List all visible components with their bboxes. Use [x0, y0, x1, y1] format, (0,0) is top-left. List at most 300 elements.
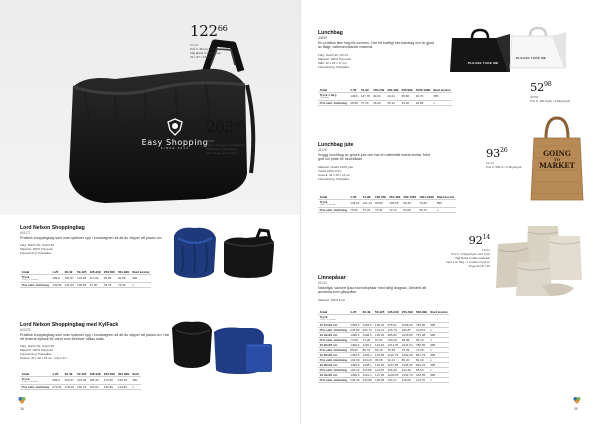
table-row-label — [20, 377, 51, 385]
table-cell: 83,00 — [402, 207, 418, 212]
right-product-3-sku: #1134 — [318, 281, 327, 285]
table-cell: 128,28 — [375, 377, 385, 382]
left-product-2-spec-2: Material: 100% Polyester — [20, 347, 54, 352]
table-cell: 760,80 — [414, 322, 428, 327]
table-cell: 97,90 — [88, 282, 102, 287]
table-cell: 119,83 — [116, 384, 130, 389]
table-cell: 104,69 — [350, 357, 360, 362]
table-cell: 1190,1 — [362, 342, 372, 347]
table-cell: 100,23 — [375, 322, 385, 327]
table-header-cell: Start kostnx — [430, 310, 448, 314]
left-page-number: 36 — [20, 407, 24, 411]
table-cell: 1499,6 — [350, 362, 360, 367]
row-label-text: Tryck — [21, 275, 30, 279]
left-product-2 — [20, 322, 170, 360]
left-product-1-spec-1: Färg: Marin/ 50, Svart/ 99 — [20, 243, 55, 248]
row-sub-text: 1-färg / 1 position — [319, 319, 337, 321]
table-cell: 1499,6 — [350, 332, 360, 337]
table-cell: 44,04 — [386, 93, 400, 101]
table-cell — [414, 315, 428, 323]
badge-3-main: 92 — [468, 233, 483, 247]
table-cell: 35,33 — [386, 100, 400, 105]
row-label-text: 10 18x22 cm — [319, 332, 338, 337]
right-product-2-sku: #1126 — [318, 148, 327, 152]
right-product-2-desc: Snygg lunchbag av grövre jute och har en vattentätt fodrat insida. Med gott om plats för lunchlådan. — [318, 153, 430, 162]
table-header-cell: 1000-1999 — [415, 88, 431, 92]
table-header-cell: 250-500 — [103, 270, 115, 274]
left-product-2-title: Lord Nelson Shoppingbag med KylFack — [20, 322, 119, 328]
hero-price-2-cents: 66 — [233, 119, 244, 129]
table-cell: 117,84 — [88, 275, 102, 283]
table-cell — [373, 315, 386, 323]
right-product-1-title: Lunchbag — [318, 30, 343, 36]
hero-price-1-line-1: Pris fr. 38 styck / 1-färgstryck — [190, 47, 229, 51]
right-badge-price-1 — [530, 80, 570, 103]
table-header-cell: 100-249 — [373, 88, 385, 92]
table-row-label — [318, 200, 349, 208]
left-product-2-desc: Praktisk shoppingbag som man spänner upp i kundvagnen så att du slipper att packa om. Har ett isolerat kylfack för varor som behöver hållas kalla. — [20, 333, 170, 342]
table-cell: 122,95 — [375, 352, 385, 357]
table-header-cell: Antal — [20, 372, 51, 377]
table-row — [20, 384, 141, 389]
table-cell: 851,79 — [414, 352, 428, 357]
table-header-cell: 250-499 — [401, 310, 413, 314]
table-cell: 289,6 — [51, 377, 63, 385]
table-cell: 120,13 — [350, 367, 360, 372]
table-cell: 73,68 — [349, 337, 361, 342]
table-cell: 995 — [429, 372, 450, 377]
hero-price-1 — [190, 22, 229, 59]
table-cell: 116,86 — [362, 367, 372, 372]
hero-price-2-line-3: Kan laddas upp till 20 kg — [206, 151, 239, 155]
product-image-linen-pouches — [488, 222, 584, 298]
table-cell: 74,91 — [373, 207, 387, 212]
table-row-label — [20, 384, 51, 389]
table-cell: 38,88 — [350, 100, 358, 105]
table-header-cell: 1-50 — [349, 195, 361, 200]
table-cell: 130,84 — [375, 362, 385, 367]
badge-2-cents: 26 — [500, 147, 508, 154]
right-product-3-title: Linnepåsar — [318, 275, 346, 281]
table-cell: 1499,6 — [350, 372, 360, 377]
table-cell: 995 — [429, 322, 450, 327]
table-row — [318, 207, 456, 212]
shield-logo-icon — [167, 118, 183, 136]
page-spine — [300, 0, 301, 424]
table-cell: 1041,64 — [401, 342, 413, 347]
left-product-1-spec-2: Material: 100% Polyester — [20, 247, 54, 252]
hero-price-2-sku: #0118 — [206, 139, 215, 143]
table-cell: 1232,79 — [401, 372, 413, 377]
table-header-cell: 50-125 — [77, 372, 87, 376]
table-header-cell: 1-25 — [51, 372, 63, 377]
table-cell: 273,80 — [52, 384, 62, 389]
table-header-cell: 51-99 — [359, 88, 371, 93]
table-row-label — [318, 93, 349, 101]
right-product-1-spec-3: Mått: 42 x 26 x 17 cm — [318, 60, 347, 65]
badge-2-main: 93 — [486, 146, 501, 160]
table-cell: 79,45 — [418, 200, 436, 208]
table-header-cell: 100-250 — [375, 195, 387, 199]
left-product-2-spec-4: Storlek: 45 x 28 x 25 cm, volym 47 l — [20, 355, 68, 360]
badge-1-sku: #0858 — [530, 95, 539, 99]
table-header-cell: 50-125 — [375, 310, 385, 314]
table-cell — [349, 315, 361, 323]
brand-logo-icon — [573, 396, 581, 404]
table-row-label — [318, 327, 349, 332]
table-cell: 58,88 — [400, 337, 414, 342]
table-cell: 131,12 — [375, 327, 385, 332]
table-cell: 100,23 — [362, 357, 372, 362]
row-label-text: 10 30x40 cm — [319, 362, 338, 367]
table-cell: 1499,6 — [350, 342, 360, 347]
table-cell: 106,30 — [386, 367, 400, 372]
table-header-cell: Antal — [318, 195, 349, 200]
table-cell: 130,80 — [102, 384, 116, 389]
table-cell: 71,28 — [361, 337, 373, 342]
bag-brand-text: Easy Shopping — [141, 138, 209, 147]
product-image-black-shoppingbag — [220, 228, 276, 280]
table-cell: 1499,6 — [350, 322, 360, 327]
table-cell: 24,98 — [414, 100, 432, 105]
table-cell: 755,08 — [414, 332, 428, 337]
right-product-3-spec-1: Material: 100% linne — [318, 297, 346, 302]
table-cell: 137,96 — [375, 372, 385, 377]
table-row-label — [318, 315, 349, 323]
table-cell: x — [435, 207, 456, 212]
table-cell: 35,80 — [400, 93, 414, 101]
table-cell: 226,37 — [64, 378, 74, 383]
table-cell: 124,17 — [386, 377, 400, 382]
row-label-text: Tryck — [319, 315, 328, 319]
table-cell: 178,20 — [64, 384, 74, 389]
table-cell: 133,80 — [362, 377, 372, 382]
table-header-cell: 126-249 — [387, 310, 399, 314]
table-cell: 995 — [429, 332, 450, 337]
table-cell: 99,89 — [102, 275, 116, 283]
product-image-black-coolerbag — [168, 318, 216, 370]
table-header-cell: 26-49 — [63, 270, 75, 275]
table-cell: 90,06 — [372, 93, 386, 101]
table-cell: 995 — [429, 352, 450, 357]
table-cell: 204,06 — [77, 378, 87, 383]
hero-price-1-line-2: Välj bland 3 olika färger — [190, 51, 222, 55]
table-cell: 50,10 — [414, 337, 428, 342]
right-product-1 — [318, 30, 436, 69]
left-product-1 — [20, 225, 170, 255]
row-sub-text: 1-färg / 1 position — [21, 381, 39, 383]
row-label-text: Pris exkl. märkning — [319, 377, 348, 382]
hero-price-1-line-3: 70 x 37 x 15 cm — [190, 55, 212, 59]
left-product-1-price-table — [20, 270, 151, 288]
table-row-label — [318, 100, 349, 105]
table-row-label — [20, 282, 51, 287]
table-cell: 37,35 — [359, 100, 371, 105]
badge-3-line-2: Välj bland 6 olika storlekar — [454, 256, 490, 260]
table-header-cell: 1-25 — [51, 270, 63, 275]
table-header-cell: 50-125 — [77, 270, 87, 274]
table-cell: x — [432, 100, 453, 105]
table-header-cell: 251-499 — [389, 195, 401, 199]
row-label-text: 10 40x50 cm — [319, 372, 338, 377]
table-cell: 72,99 — [116, 282, 130, 287]
table-row-label — [20, 275, 51, 283]
table-cell: 131,60 — [64, 282, 74, 287]
table-cell: 1008,05 — [401, 322, 413, 327]
left-product-1-title: Lord Nelson Shoppingbag — [20, 225, 85, 231]
table-cell: 75,05 — [400, 347, 414, 352]
left-product-1-spec-3: Förpackning: Plastpåse — [20, 251, 52, 256]
table-cell: 918,55 — [414, 372, 428, 377]
table-cell: 30,70 — [414, 93, 432, 101]
table-cell: 113,76 — [414, 377, 428, 382]
table-cell: 1198,6 — [362, 332, 372, 337]
table-cell: 75,66 — [349, 207, 361, 212]
right-product-2 — [318, 142, 436, 181]
row-label-text: Pris exkl. märkning — [21, 282, 50, 287]
table-cell: x — [429, 357, 450, 362]
table-cell: 1208,1 — [362, 362, 372, 367]
jute-bag-print — [528, 150, 586, 169]
product-image-white-lunchbag — [508, 26, 568, 70]
table-header-cell: Start kostnx — [433, 88, 451, 92]
right-page-number: 39 — [574, 407, 578, 411]
table-cell: 975,91 — [386, 322, 400, 327]
table-cell: 75,43 — [361, 207, 373, 212]
table-cell: 113,93 — [375, 342, 384, 347]
right-product-1-desc: En praktisk liten bag för lunchen. Har ett kraftigt bär-handtag och är gjord av tåligt, vattenavvisande material. — [318, 41, 435, 50]
table-cell: 1092,68 — [401, 352, 413, 357]
table-cell — [400, 315, 414, 323]
row-label-text: Pris exkl. märkning — [21, 384, 50, 389]
table-cell: 151,57 — [64, 276, 74, 281]
right-product-1-spec-1: Färg: Svart/ 99, Vit/ 01 — [318, 52, 348, 57]
table-cell: x — [131, 282, 152, 287]
table-cell: 895 — [435, 200, 456, 208]
table-cell: 450 — [131, 377, 141, 385]
left-product-1-sku: #01177 — [20, 231, 31, 235]
table-cell: 67,84 — [373, 337, 386, 342]
table-cell: 1018,85 — [401, 332, 413, 337]
table-cell: 95,53 — [414, 367, 428, 372]
table-header-cell: 500-999 — [415, 310, 427, 314]
right-product-2-spec-2: Insida 100% PVC — [318, 168, 342, 173]
table-cell — [361, 315, 373, 323]
table-cell: 92,88 — [116, 275, 130, 283]
badge-2-sku: #1126 — [486, 161, 495, 165]
table-cell: 103,26 — [386, 337, 400, 342]
right-product-2-spec-3: Storlek: 32 x 28 x 16 cm — [318, 172, 351, 177]
table-cell: 1167,98 — [387, 362, 399, 367]
right-product-3-price-table — [318, 310, 449, 383]
row-sub-text: 1 position — [319, 97, 329, 99]
left-product-2-spec-3: Förpackning: Plastpåse — [20, 351, 52, 356]
jute-print-line-1: GOING — [543, 149, 571, 158]
hero-price-1-cents: 66 — [217, 23, 228, 33]
badge-3-line-1: Pris fr. 1-färgstryck med tryck — [451, 252, 490, 256]
table-cell: x — [429, 337, 450, 342]
table-cell — [386, 315, 400, 323]
jute-print-line-2: TO — [553, 157, 561, 162]
product-image-blue-coolerbag — [212, 324, 276, 376]
table-row — [318, 377, 449, 382]
jute-print-line-3: MARKET — [539, 161, 575, 170]
right-product-3-desc: Naturliga, vackert ljusa bomullspåsar med stilig dragsko. Utmärkt att använda som gåvopåse. — [318, 286, 427, 295]
white-lunchbag-print: PLEASE TAKE ME — [516, 56, 547, 60]
table-cell: x — [429, 327, 450, 332]
table-row-label — [318, 377, 349, 382]
table-cell: 82,33 — [414, 357, 428, 362]
table-row-label — [318, 207, 349, 212]
table-cell: 995 — [429, 342, 450, 347]
hero-price-2-line-2: Välj bland 3 olika färger — [206, 147, 238, 151]
row-label-text: Pris exkl. märkning — [319, 207, 348, 212]
table-cell: 102,49 — [400, 367, 414, 372]
table-cell: 138,49 — [350, 377, 360, 382]
table-header-cell: Antal — [20, 270, 51, 275]
table-row — [318, 200, 456, 208]
table-cell: 86,20 — [400, 357, 414, 362]
product-image-blue-shoppingbag — [168, 222, 220, 280]
table-cell: 985,80 — [386, 332, 400, 337]
table-cell: 162,70 — [77, 384, 87, 389]
table-cell: 86,73 — [361, 347, 373, 352]
table-cell: x — [131, 384, 141, 389]
table-cell: 891,31 — [414, 362, 428, 367]
badge-1-note: Pris fr. 100 styck / 1-färgstryck — [530, 99, 571, 103]
hero-price-2-line-1: Pris fr. 38 styck / 1-färgstryck — [206, 143, 245, 147]
table-row — [318, 100, 452, 105]
table-cell: 216,75 — [386, 327, 400, 332]
black-lunchbag-print: PLEASE TAKE ME — [468, 61, 499, 65]
row-label-text: Pris exkl. märkning — [319, 347, 348, 352]
right-product-2-spec-1: Material: Utsida 100% jute, — [318, 164, 354, 169]
table-header-cell: 126-249 — [89, 270, 101, 274]
table-cell: 1499,6 — [350, 352, 360, 357]
table-header-cell: 501-999 — [117, 270, 129, 274]
hero-price-2 — [206, 118, 245, 155]
badge-3-sku: #1134 — [481, 248, 490, 252]
brand-logo-icon — [18, 396, 26, 404]
table-cell: 1013,87 — [387, 342, 399, 347]
table-header-cell: 26-49 — [63, 372, 75, 377]
table-header-cell: 250-500 — [103, 372, 115, 376]
table-cell: 149,6 — [350, 94, 358, 99]
table-row-label — [318, 367, 349, 372]
badge-3-line-3: med 1 st. färg / 1 position tryck kr — [445, 260, 490, 264]
table-cell: 1204,1 — [362, 352, 372, 357]
right-product-1-spec-4: Förpackning: Plastpåse — [318, 64, 350, 69]
table-cell: 170,60 — [102, 377, 116, 385]
right-product-3 — [318, 275, 438, 302]
left-product-2-sku: #01178 — [20, 328, 31, 332]
table-cell: 119,06 — [400, 377, 414, 382]
table-header-cell: Antal — [318, 88, 349, 93]
table-row — [20, 275, 151, 283]
bag-brand-subtext: SINCE 2012 — [160, 147, 190, 150]
table-cell: 199,87 — [400, 327, 414, 332]
table-row — [318, 367, 449, 372]
table-header-cell: 1-50 — [349, 88, 360, 93]
table-cell: 89,45 — [402, 200, 418, 208]
table-cell: x — [429, 367, 450, 372]
table-header-cell: Start kostnx — [436, 195, 455, 199]
row-label-text: 10 15x22 cm — [319, 322, 338, 327]
badge-3-line-4: Ange till 15 x 20 — [468, 264, 490, 268]
table-header-cell: 1-25 — [349, 310, 361, 315]
row-label-text: Pris exkl. märkning — [319, 367, 348, 372]
table-row-label — [318, 357, 349, 362]
table-cell: 186,42 — [88, 377, 102, 385]
right-badge-price-3 — [418, 233, 490, 268]
table-cell: 121,13 — [362, 201, 372, 206]
table-cell: 105,28 — [388, 200, 402, 208]
table-row — [318, 315, 449, 323]
table-cell: 106,68 — [77, 282, 87, 287]
table-header-cell: 500-1000 — [403, 195, 417, 199]
table-cell: 78,83 — [386, 347, 400, 352]
table-cell: 150,91 — [88, 384, 102, 389]
right-product-2-spec-4: Förpackning: Plastpåse — [318, 176, 350, 181]
table-cell: 780,55 — [414, 342, 428, 347]
table-cell: 113,05 — [375, 367, 384, 372]
left-product-2-spec-1: Färg: Marin/ 50, Svart/ 99 — [20, 343, 55, 348]
table-row — [318, 93, 452, 101]
table-cell: 1010,5 — [414, 327, 428, 332]
table-header-cell: Start — [132, 372, 140, 376]
row-label-text: Pris exkl. märkning — [319, 357, 348, 362]
row-label-text: Pris exkl. märkning — [319, 327, 348, 332]
table-cell: 189,8 — [51, 275, 63, 283]
badge-1-cents: 98 — [544, 81, 552, 88]
table-cell: 117,78 — [361, 94, 370, 99]
product-image-black-lunchbag — [448, 28, 514, 74]
right-product-2-price-table — [318, 195, 456, 213]
table-cell: x — [429, 377, 450, 382]
table-cell: 82,19 — [373, 347, 386, 352]
hero-price-1-main: 122 — [190, 22, 218, 40]
row-label-text: Tryck — [319, 200, 328, 204]
row-label-text: Tryck — [21, 377, 30, 381]
table-cell: 995 — [429, 362, 450, 367]
table-cell: 105,25 — [375, 332, 385, 337]
table-cell: 95,80 — [373, 200, 387, 208]
hero-price-2-main: 203 — [206, 118, 234, 136]
badge-2-note: Pris fr. 500 st / 1-färgstryck — [486, 165, 522, 169]
badge-3-cents: 14 — [482, 234, 490, 241]
table-cell: 245,80 — [350, 327, 360, 332]
right-badge-price-2 — [486, 146, 522, 169]
table-header-cell: 126-249 — [89, 372, 101, 376]
badge-1-main: 52 — [530, 80, 545, 94]
table-cell: 139,89 — [52, 282, 62, 287]
row-sub-text: 1-färg / 1 position — [21, 279, 39, 281]
left-product-2-price-table — [20, 372, 141, 390]
table-cell — [429, 315, 450, 323]
table-row-label — [318, 347, 349, 352]
table-row — [318, 327, 449, 332]
table-cell: 395 — [432, 93, 453, 101]
table-header-cell: 26-49 — [361, 310, 373, 315]
table-header-cell: 51-99 — [361, 195, 373, 200]
table-cell: 139,61 — [350, 201, 360, 206]
table-cell: 88,65 — [349, 347, 361, 352]
table-cell: 71,06 — [414, 347, 428, 352]
table-header-cell: Antal — [318, 310, 349, 315]
table-cell: 1210,1 — [362, 372, 372, 377]
table-cell: 92,13 — [386, 357, 400, 362]
right-product-1-spec-2: Material: 100% Polyester — [318, 56, 352, 61]
